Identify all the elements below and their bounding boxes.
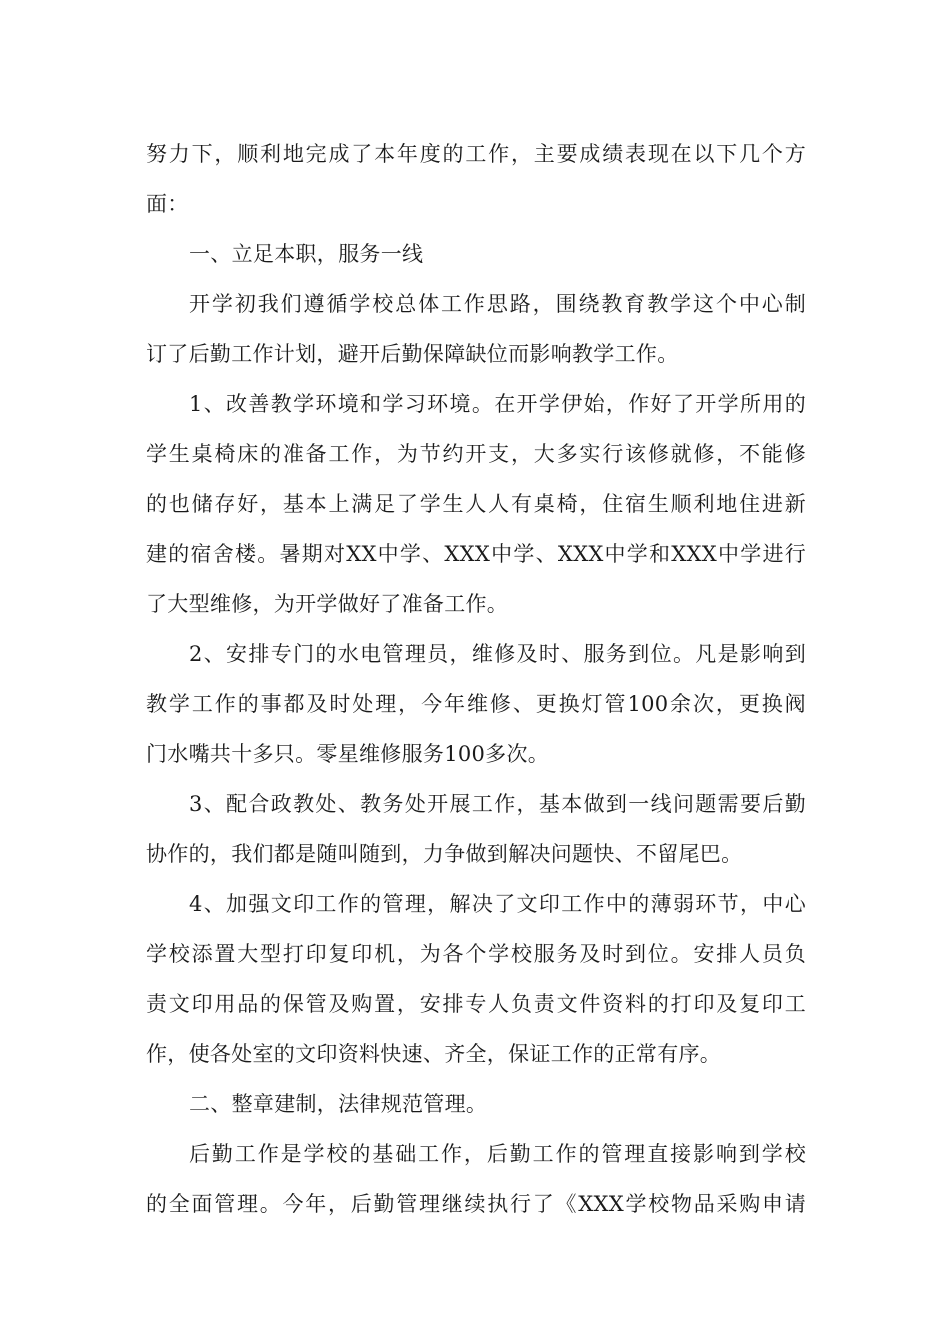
section-heading: 一、立足本职，服务一线: [189, 242, 424, 266]
text-line: 后勤工作是学校的基础工作，后勤工作的管理直接影响到学校: [189, 1142, 806, 1166]
text-line: 建的宿舍楼。暑期对XX中学、XXX中学、XXX中学和XXX中学进行: [146, 542, 806, 566]
text-line: 学校添置大型打印复印机，为各个学校服务及时到位。安排人员负: [146, 942, 806, 966]
text-line: 2、安排专门的水电管理员，维修及时、服务到位。凡是影响到: [189, 642, 806, 666]
text-line: 协作的，我们都是随叫随到，力争做到解决问题快、不留尾巴。: [146, 842, 743, 866]
text-line: 3、配合政教处、教务处开展工作，基本做到一线问题需要后勤: [189, 792, 806, 816]
text-line: 开学初我们遵循学校总体工作思路，围绕教育教学这个中心制: [189, 292, 806, 316]
text-line: 订了后勤工作计划，避开后勤保障缺位而影响教学工作。: [146, 342, 679, 366]
text-line: 学生桌椅床的准备工作，为节约开支，大多实行该修就修，不能修: [146, 442, 806, 466]
text-line: 面：: [146, 192, 189, 216]
text-line: 教学工作的事都及时处理，今年维修、更换灯管100余次，更换阀: [146, 692, 806, 716]
text-line: 1、改善教学环境和学习环境。在开学伊始，作好了开学所用的: [189, 392, 806, 416]
text-line: 的全面管理。今年，后勤管理继续执行了《XXX学校物品采购申请: [146, 1192, 806, 1216]
text-line: 门水嘴共十多只。零星维修服务100多次。: [146, 742, 550, 766]
section-heading: 二、整章建制，法律规范管理。: [189, 1092, 488, 1116]
text-line: 责文印用品的保管及购置，安排专人负责文件资料的打印及复印工: [146, 992, 806, 1016]
text-line: 作，使各处室的文印资料快速、齐全，保证工作的正常有序。: [146, 1042, 722, 1066]
text-line: 了大型维修，为开学做好了准备工作。: [146, 592, 509, 616]
text-line: 4、加强文印工作的管理，解决了文印工作中的薄弱环节，中心: [189, 892, 806, 916]
text-line: 的也储存好，基本上满足了学生人人有桌椅，住宿生顺利地住进新: [146, 492, 806, 516]
text-line: 努力下，顺利地完成了本年度的工作，主要成绩表现在以下几个方: [146, 142, 806, 166]
